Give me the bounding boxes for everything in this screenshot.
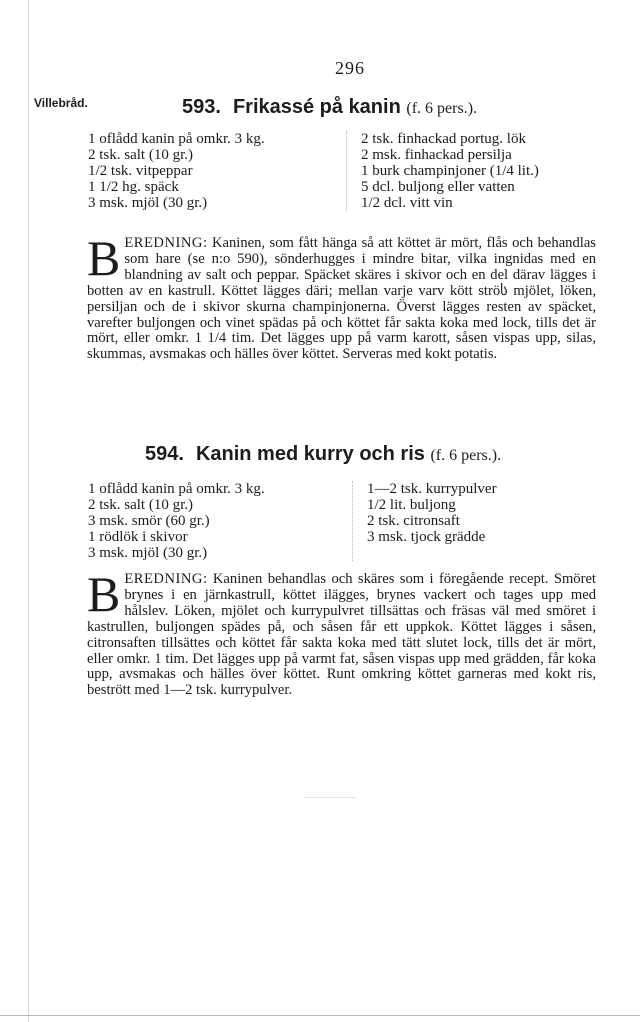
end-rule	[305, 797, 355, 798]
ingredient-line: 3 msk. smör (60 gr.)	[88, 513, 210, 529]
recipe-594-title	[145, 443, 501, 466]
ingredient-line: 1 oflådd kanin på omkr. 3 kg.	[88, 131, 265, 147]
ingredient-line: 1 burk champinjoner (1/4 lit.)	[361, 163, 539, 179]
recipe-number: 593.	[182, 96, 221, 118]
ingredient-line: 1/2 tsk. vitpeppar	[88, 163, 193, 179]
ingredient-column-left	[88, 481, 352, 561]
ingredient-line: 2 tsk. salt (10 gr.)	[88, 497, 193, 513]
ingredient-line: 3 msk. mjöl (30 gr.)	[88, 195, 208, 211]
ingredient-line: 2 tsk. finhackad portug. lök	[361, 131, 526, 147]
ingredient-line: 3 msk. tjock grädde	[367, 529, 486, 545]
drop-cap: B	[87, 566, 121, 622]
recipe-number: 594.	[145, 443, 184, 465]
recipe-servings: (f. 6 pers.).	[430, 447, 502, 464]
ingredient-line: 1 oflådd kanin på omkr. 3 kg.	[88, 481, 265, 497]
column-divider	[346, 131, 347, 211]
page-number: 296	[335, 58, 365, 78]
recipe-594-ingredients	[88, 481, 600, 561]
recipe-593-method	[87, 230, 596, 363]
recipe-name: Kanin med kurry och ris	[195, 443, 425, 465]
section-label: Villebråd.	[34, 96, 88, 110]
ingredient-line: 1/2 lit. buljong	[367, 497, 456, 513]
ingredient-line: 3 msk. mjöl (30 gr.)	[88, 545, 208, 561]
ingredient-line: 1—2 tsk. kurrypulver	[367, 481, 497, 497]
ingredient-line: 1 rödlök i skivor	[88, 529, 188, 545]
ingredient-column-right	[367, 481, 497, 561]
method-text: Kaninen, som fått hänga så att köttet är mört, flås och behandlas som hare (se n:o 590), sönderhugges i mindre bitar, vilka ingnidas med en blandning av salt och peppar. Späcket skäres i skivor och en del därav lägges i botten av en kastrull. Köttet lägges däri; mellan varje varv kött ströს mjölet, löken, persiljan och de i skivor skurna champinjonerna. Överst lägges resten av späcket, varefter buljongen och vinet spädas på och köttet får sakta koka med lock, tills det är mört, eller omkr. 1 1/4 tim. Det lägges upp på varm karott, såsen vispas upp, silas, skummas, avsmakas och hälles över köttet. Serveras med kokt potatis.	[87, 235, 596, 363]
page-bottom-edge	[0, 1015, 640, 1016]
recipe-593-title	[182, 96, 477, 119]
column-divider	[352, 481, 353, 561]
method-text: Kaninen behandlas och skäres som i föregående recept. Smöret brynes i en järnkastrull, köttet ilägges, brynes vackert och tages upp med hålslev. Löken, mjölet och kurrypulvret tillsättas och fräsas väl med smöret i kastrullen, buljongen spädes på, och såsen får ett uppkok. Köttet lägges i såsen, citronsaften tillsättes och köttet får sakta koka med tätt slutet lock, tills det är mört, eller omkr. 1 tim. Det lägges upp på varmt fat, såsen vispas upp med grädden, får koka upp, avsmakas och hälles över köttet. Runt omkring köttet garneras med kokt ris, bestrött med 1—2 tsk. kurrypulver.	[87, 571, 596, 699]
ingredient-line: 1 1/2 hg. späck	[88, 179, 179, 195]
ingredient-line: 2 tsk. citronsaft	[367, 513, 460, 529]
ingredient-column-right	[361, 131, 539, 211]
drop-cap: B	[87, 230, 121, 286]
recipe-593-ingredients	[88, 131, 600, 211]
recipe-594-method	[87, 566, 596, 699]
recipe-name: Frikassé på kanin	[232, 96, 401, 118]
ingredient-line: 2 msk. finhackad persilja	[361, 147, 512, 163]
ingredient-line: 1/2 dcl. vitt vin	[361, 195, 453, 211]
recipe-servings: (f. 6 pers.).	[406, 100, 478, 117]
ingredient-line: 2 tsk. salt (10 gr.)	[88, 147, 193, 163]
method-lead: EREDNING:	[124, 571, 208, 587]
method-lead: EREDNING:	[124, 235, 208, 251]
page-edge	[28, 0, 29, 1022]
ingredient-column-left	[88, 131, 346, 211]
ingredient-line: 5 dcl. buljong eller vatten	[361, 179, 515, 195]
